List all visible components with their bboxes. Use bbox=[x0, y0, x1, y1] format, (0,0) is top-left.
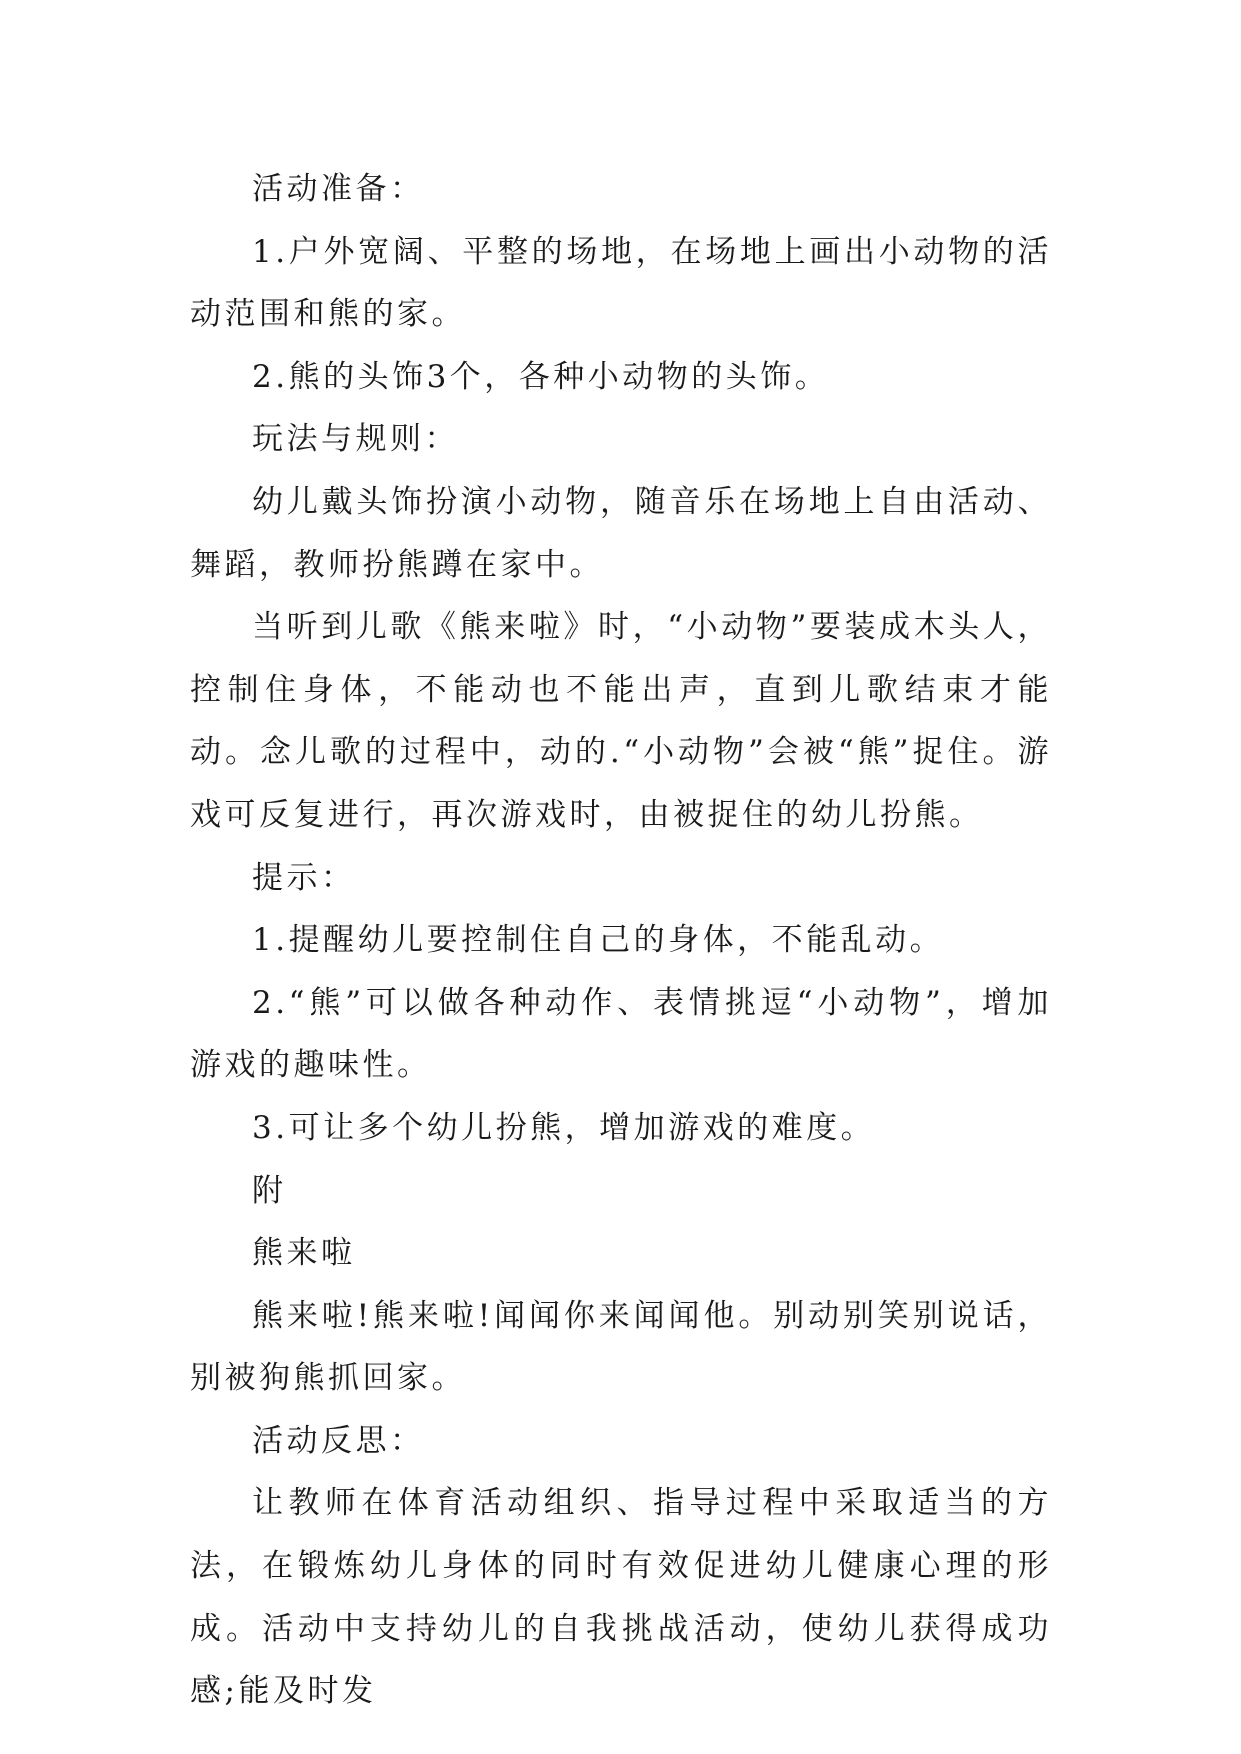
rhyme-title: 熊来啦 bbox=[252, 1235, 356, 1272]
appendix-label: 附 bbox=[252, 1172, 287, 1209]
reflection-paragraph: 让教师在体育活动组织、指导过程中采取适当的方法，在锻炼幼儿身体的同时有效促进幼儿健康心理的形成。活动中支持幼儿的自我挑战活动，使幼儿获得成功感;能及时发 bbox=[190, 1485, 1052, 1710]
tip-item-3: 3.可让多个幼儿扮熊，增加游戏的难度。 bbox=[252, 1109, 876, 1146]
rules-paragraph-2: 当听到儿歌《熊来啦》时，“小动物”要装成木头人，控制住身体，不能动也不能出声，直到儿歌结束才能动。念儿歌的过程中，动的.“小动物”会被“熊”捉住。游戏可反复进行，再次游戏时，由被捉住的幼儿扮熊。 bbox=[190, 609, 1052, 833]
section-heading-reflection: 活动反思： bbox=[252, 1422, 425, 1459]
section-heading-tips: 提示： bbox=[252, 859, 356, 896]
rules-paragraph-1: 幼儿戴头饰扮演小动物，随音乐在场地上自由活动、舞蹈，教师扮熊蹲在家中。 bbox=[190, 483, 1052, 583]
preparation-item-1: 1.户外宽阔、平整的场地，在场地上画出小动物的活动范围和熊的家。 bbox=[190, 233, 1052, 333]
section-heading-preparation: 活动准备： bbox=[252, 171, 425, 207]
document-body bbox=[190, 158, 1052, 1723]
tip-item-2: 2.“熊”可以做各种动作、表情挑逗“小动物”，增加游戏的趣味性。 bbox=[190, 984, 1052, 1084]
tip-item-1: 1.提醒幼儿要控制住自己的身体，不能乱动。 bbox=[252, 922, 945, 959]
preparation-item-2: 2.熊的头饰3个，各种小动物的头饰。 bbox=[252, 358, 830, 395]
rhyme-text: 熊来啦!熊来啦!闻闻你来闻闻他。别动别笑别说话，别被狗熊抓回家。 bbox=[190, 1297, 1052, 1397]
section-heading-rules: 玩法与规则： bbox=[252, 421, 459, 458]
